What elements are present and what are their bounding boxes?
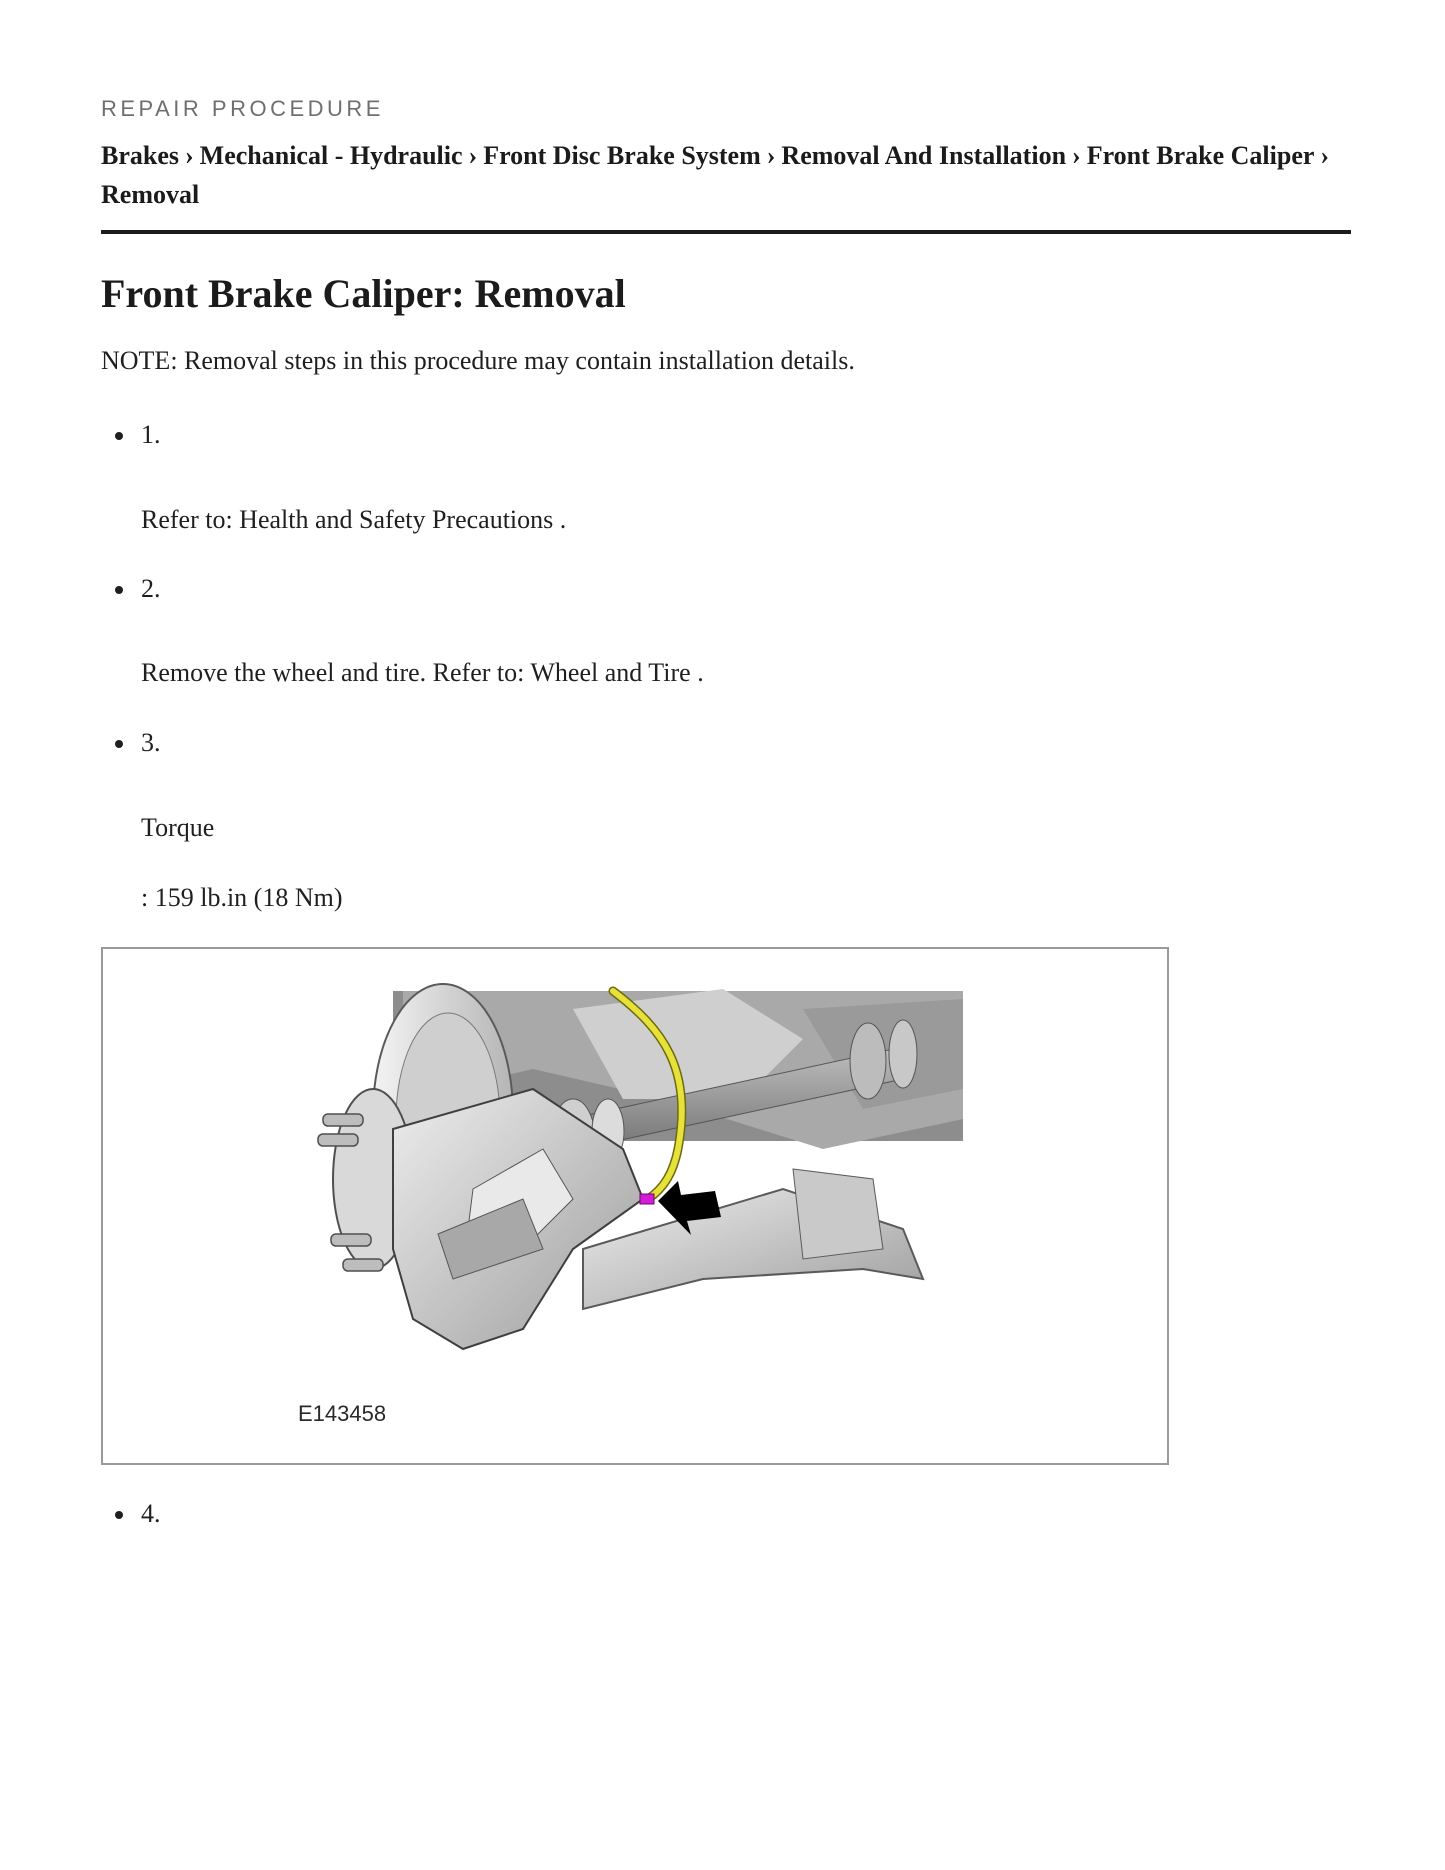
breadcrumb-item-mechanical-hydraulic[interactable]: Mechanical - Hydraulic — [199, 141, 463, 170]
step-number: 3. — [141, 728, 161, 757]
breadcrumb-item-removal-and-installation[interactable]: Removal And Installation — [781, 141, 1067, 170]
step-2 — [101, 572, 161, 606]
step-2-body — [101, 656, 704, 690]
step-3 — [101, 726, 161, 760]
brake-caliper-drawing — [103, 949, 1167, 1463]
torque-value: : 159 lb.in (18 Nm) — [141, 883, 343, 912]
breadcrumb — [101, 136, 1351, 234]
breadcrumb-separator: › — [468, 141, 478, 170]
procedure-note: NOTE: Removal steps in this procedure may contain installation details. — [101, 346, 855, 375]
breadcrumb-separator: › — [1320, 141, 1330, 170]
breadcrumb-item-front-brake-caliper[interactable]: Front Brake Caliper — [1086, 141, 1315, 170]
step-text[interactable]: Refer to: Health and Safety Precautions . — [141, 505, 567, 534]
page-title: Front Brake Caliper: Removal — [101, 271, 626, 316]
procedure-illustration — [101, 947, 1169, 1465]
bullet-icon — [115, 586, 123, 594]
bullet-icon — [115, 1511, 123, 1519]
step-1-body — [101, 503, 566, 537]
fitting-highlight — [640, 1194, 654, 1204]
figure-label: E143458 — [298, 1401, 387, 1426]
step-number: 4. — [141, 1499, 161, 1528]
breadcrumb-item-brakes[interactable]: Brakes — [101, 141, 179, 170]
breadcrumb-item-front-disc-brake-system[interactable]: Front Disc Brake System — [483, 141, 761, 170]
section-eyebrow: REPAIR PROCEDURE — [101, 96, 384, 121]
step-3-torque-value — [101, 881, 343, 915]
step-4 — [101, 1497, 161, 1531]
bullet-icon — [115, 432, 123, 440]
step-number: 1. — [141, 420, 161, 449]
breadcrumb-separator: › — [185, 141, 194, 170]
step-3-torque-label — [101, 811, 214, 845]
step-1 — [101, 418, 161, 452]
breadcrumb-separator: › — [766, 141, 776, 170]
breadcrumb-separator: › — [1072, 141, 1081, 170]
document-page — [101, 96, 1351, 404]
step-number: 2. — [141, 574, 161, 603]
step-text[interactable]: Remove the wheel and tire. Refer to: Wheel and Tire . — [141, 658, 704, 687]
breadcrumb-item-removal: Removal — [101, 180, 200, 209]
bullet-icon — [115, 740, 123, 748]
torque-label: Torque — [141, 813, 215, 842]
